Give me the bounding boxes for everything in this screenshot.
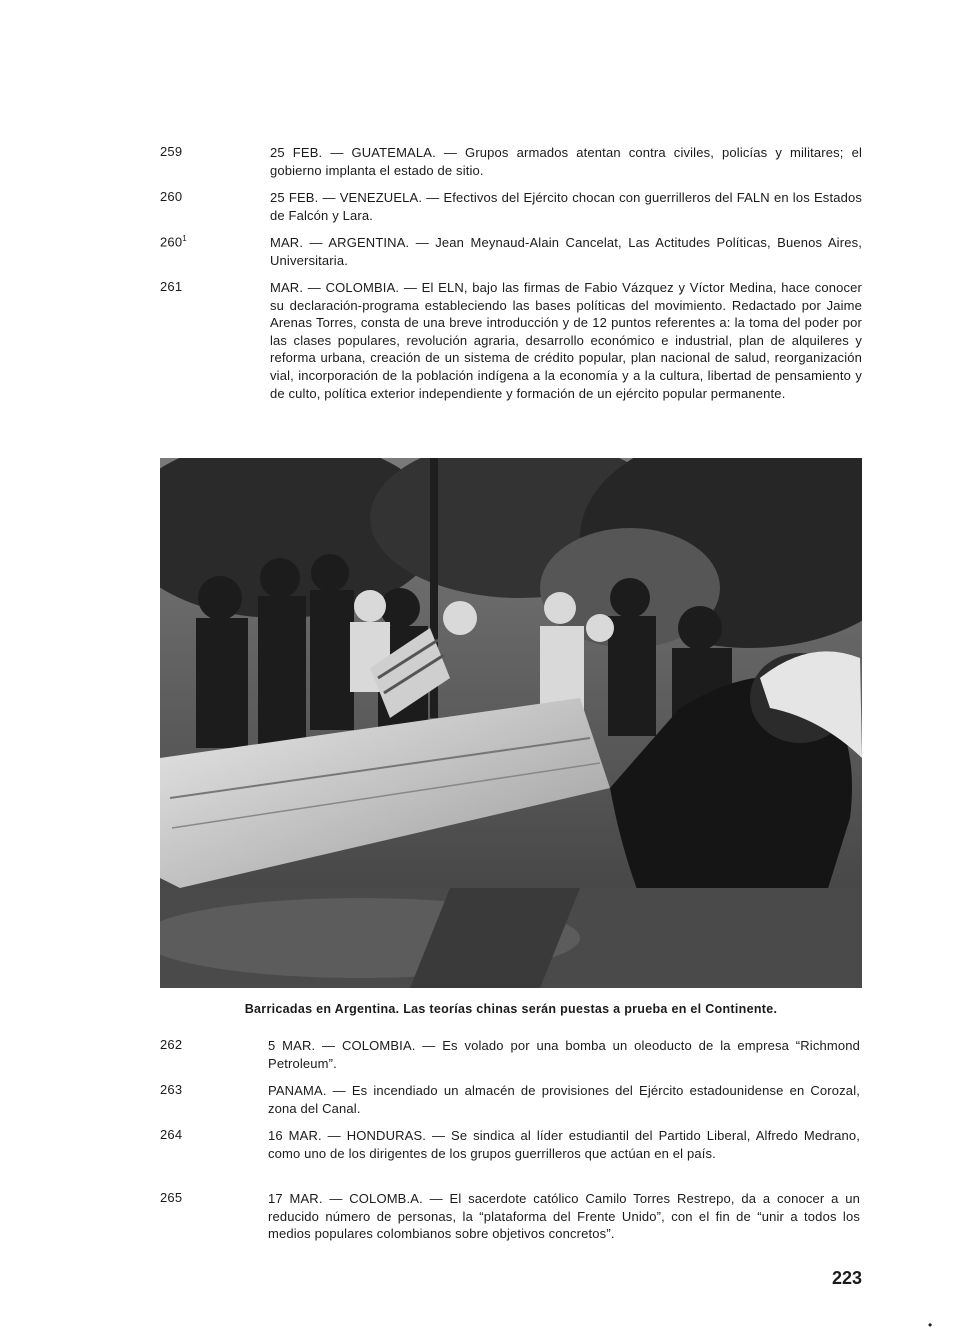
photo-caption: Barricadas en Argentina. Las teorías chinas serán puestas a prueba en el Continente. — [244, 1002, 778, 1016]
entry-text: MAR. — ARGENTINA. — Jean Meynaud-Alain Cancelat, Las Actitudes Políticas, Buenos Aires, Universitaria. — [270, 235, 862, 268]
entry-number: 260 — [160, 189, 183, 204]
entry-text: MAR. — COLOMBIA. — El ELN, bajo las firmas de Fabio Vázquez y Víctor Medina, hace conocer su declaración-programa estableciendo las bases políticas del movimiento. Redactado por Jaime Arenas Torres, consta de una breve introducción y de 12 puntos referentes a: la toma del poder por las clases populares, revolución agraria, desarrollo económico e industrial, plan de alquileres y reforma urbana, creación de un sistema de crédito popular, plan nacional de salud, reorganización vial, incorporación de la población indígena a la economía y a la cultura, libertad de pensamiento y de culto, política exterior independiente y formación de un ejército popular permanente. — [270, 280, 862, 401]
entry-number: 262 — [160, 1037, 183, 1052]
entry-number: 264 — [160, 1127, 183, 1142]
entry-number: $260^1$ — [160, 234, 187, 250]
entry-number: 259 — [160, 144, 183, 159]
entry-number: 261 — [160, 279, 183, 294]
scan-dot: • — [928, 1318, 933, 1332]
barricade-photograph — [160, 458, 862, 988]
entry-text: PANAMA. — Es incendiado un almacén de provisiones del Ejército estadounidense en Corozal, zona del Canal. — [268, 1083, 860, 1116]
entry-text: 5 MAR. — COLOMBIA. — Es volado por una bomba un oleoducto de la empresa “Richmond Petroleum”. — [268, 1038, 860, 1071]
entry-text: 25 FEB. — VENEZUELA. — Efectivos del Ejército chocan con guerrilleros del FALN en los Estados de Falcón y Lara. — [270, 190, 862, 223]
entry-text: 16 MAR. — HONDURAS. — Se sindica al líder estudiantil del Partido Liberal, Alfredo Medrano, como uno de los dirigentes de los grupos guerrilleros que actúan en el país. — [268, 1128, 860, 1161]
entry-number: 265 — [160, 1190, 183, 1205]
page-number: 223 — [831, 1268, 862, 1288]
entry-superscript: 1 — [182, 234, 187, 243]
entry-text: 25 FEB. — GUATEMALA. — Grupos armados atentan contra civiles, policías y militares; el gobierno implanta el estado de sitio. — [270, 145, 862, 178]
photograph-image — [160, 458, 862, 988]
entry-text: 17 MAR. — COLOMB.A. — El sacerdote católico Camilo Torres Restrepo, da a conocer a un reducido número de personas, la “plataforma del Frente Unido”, con el fin de “unir a todos los medios populares colombianos sobre objetivos concretos”. — [268, 1191, 860, 1242]
entry-number: 263 — [160, 1082, 183, 1097]
